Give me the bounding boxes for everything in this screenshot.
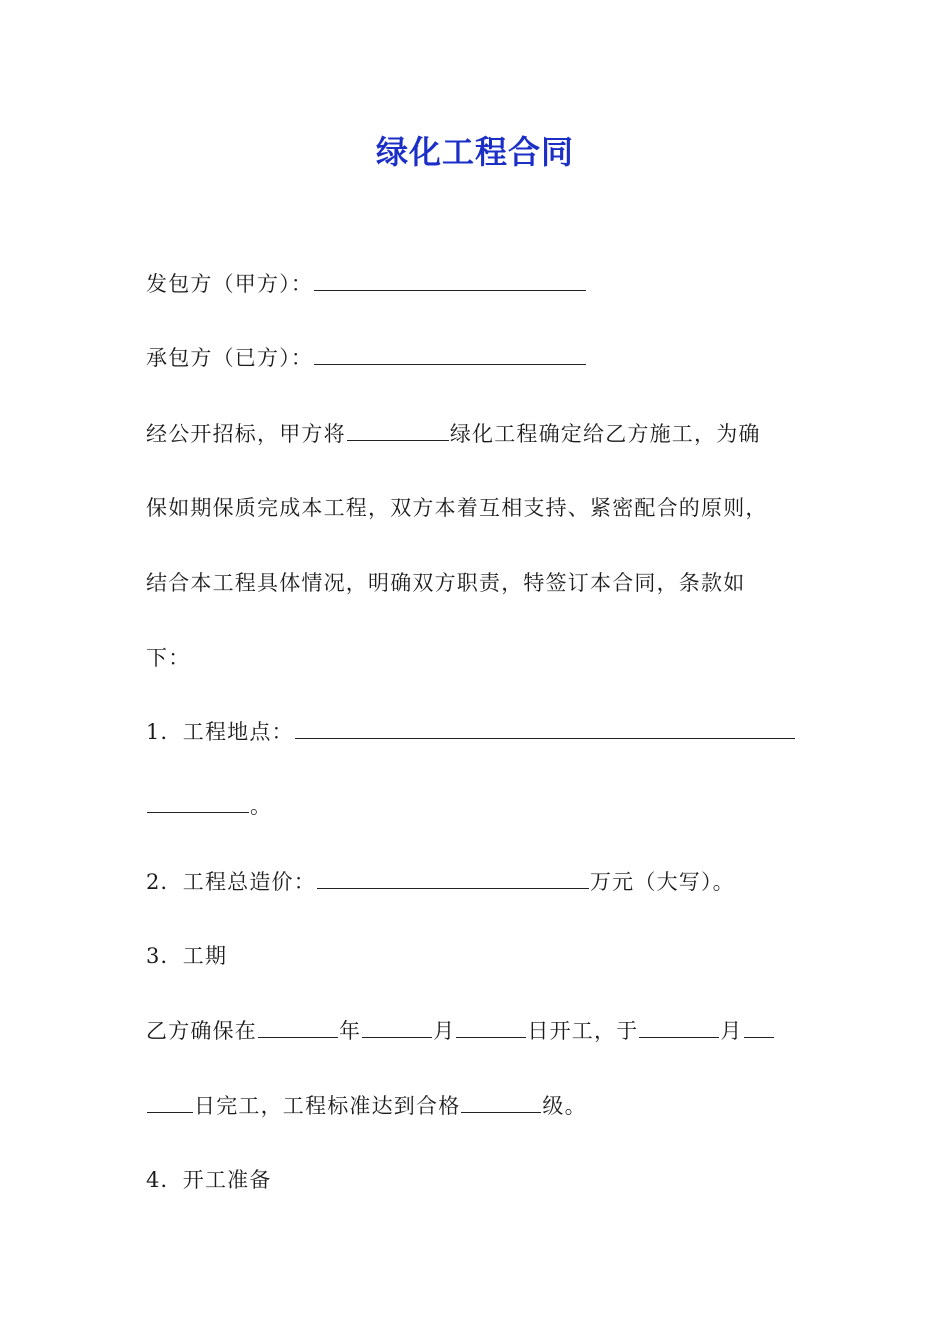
clause-1-continuation [146, 790, 272, 822]
schedule-month: 月 [433, 1019, 456, 1043]
end-day-blank[interactable] [744, 1017, 774, 1038]
clause-1-label: 1．工程地点： [146, 720, 294, 744]
schedule-text-1: 乙方确保在 [146, 1019, 257, 1043]
end-day-blank-continued[interactable] [147, 1092, 193, 1113]
end-month-blank[interactable] [639, 1017, 719, 1038]
clause-2-label: 2．工程总造价： [146, 870, 316, 894]
start-month-blank[interactable] [362, 1017, 432, 1038]
intro-text-5: 下： [146, 646, 191, 670]
clause-3-line [146, 940, 227, 972]
total-cost-blank[interactable] [317, 868, 589, 889]
party-b-blank[interactable] [314, 344, 586, 365]
clause-4-line [146, 1164, 272, 1196]
schedule-day-start: 日开工，于 [527, 1019, 639, 1043]
intro-text-3: 保如期保质完成本工程，双方本着互相支持、紧密配合的原则， [146, 496, 768, 520]
location-blank-continued[interactable] [147, 792, 249, 813]
schedule-month-2: 月 [720, 1019, 743, 1043]
start-day-blank[interactable] [456, 1017, 526, 1038]
clause-2-end: 万元（大写）。 [589, 870, 735, 894]
schedule-day-end: 日完工，工程标准达到合格 [194, 1094, 461, 1118]
intro-text-2: 绿化工程确定给乙方施工，为确 [449, 422, 761, 446]
schedule-year: 年 [339, 1019, 362, 1043]
intro-line-2 [146, 492, 768, 524]
clause-3-label: 3．工期 [146, 944, 228, 968]
party-a-blank[interactable] [314, 270, 586, 291]
intro-text-1: 经公开招标，甲方将 [146, 422, 346, 446]
schedule-line-2 [146, 1090, 587, 1122]
clause-4-label: 4．开工准备 [146, 1168, 272, 1192]
intro-line-4 [146, 642, 190, 674]
clause-1-line [146, 716, 796, 748]
party-b-line [146, 342, 587, 374]
location-blank[interactable] [295, 718, 795, 739]
party-a-line [146, 268, 587, 300]
document-title: 绿化工程合同 [375, 133, 574, 171]
grade-blank[interactable] [461, 1092, 541, 1113]
intro-line-3 [146, 567, 745, 599]
party-a-label: 发包方（甲方）： [146, 272, 314, 296]
clause-1-end: 。 [250, 794, 273, 818]
schedule-grade-end: 级。 [542, 1094, 587, 1118]
schedule-line-1 [146, 1015, 775, 1047]
intro-line-1 [146, 418, 761, 450]
project-name-blank[interactable] [347, 420, 449, 441]
intro-text-4: 结合本工程具体情况，明确双方职责，特签订本合同，条款如 [146, 571, 746, 595]
clause-2-line [146, 866, 735, 898]
party-b-label: 承包方（已方）： [146, 346, 314, 370]
start-year-blank[interactable] [258, 1017, 338, 1038]
